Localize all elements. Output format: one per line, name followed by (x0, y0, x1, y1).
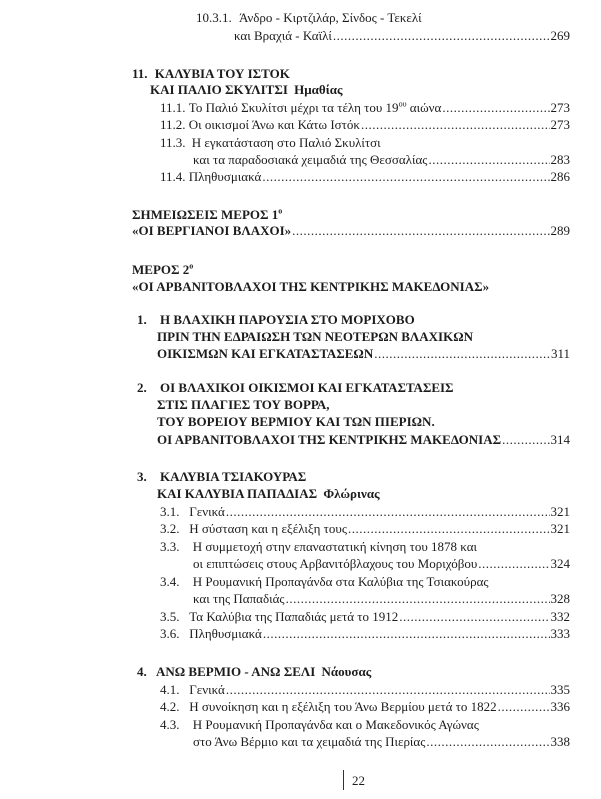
toc-entry-4-3-line1: 4.3. Η Ρουμανική Προπαγάνδα και ο Μακεδονικός Αγώνας (160, 717, 479, 732)
toc-entry-3-3-line1: 3.3. Η συμμετοχή στην επαναστατική κίνηση του 1878 και (160, 539, 478, 554)
part-2-section-2-line1: 2. ΟΙ ΒΛΑΧΙΚΟΙ ΟΙΚΙΣΜΟΙ ΚΑΙ ΕΓΚΑΤΑΣΤΑΣΕΙΣ (137, 380, 454, 395)
page-number: 314 (550, 432, 570, 447)
page-number: 333 (550, 626, 570, 641)
page-number: 338 (550, 734, 570, 749)
part-2-section-3-line2: ΚΑΙ ΚΑΛΥΒΙΑ ΠΑΠΑΔΙΑΣ Φλώρινας (157, 486, 380, 501)
section-11-heading-line2: ΚΑΙ ΠΑΛΙΟ ΣΚΥΛΙΤΣΙ Ημαθίας (150, 82, 343, 97)
toc-entry-3-5: 3.5. Τα Καλύβια της Παπαδιάς μετά το 1912 ..... 332 (160, 609, 570, 625)
toc-entry-4-2: 4.2. Η συνοίκηση και η εξέλιξη του Άνω Βερμίου μετά το 1822 ..... 336 (160, 699, 570, 715)
part-2-section-1-line1: 1. Η ΒΛΑΧΙΚΗ ΠΑΡΟΥΣΙΑ ΣΤΟ ΜΟΡΙΧΟΒΟ (137, 312, 415, 327)
page-number: 269 (550, 28, 570, 43)
toc-entry-10-3-1-line2: και Βραχιά - Καϊλί ..... 269 (234, 28, 570, 44)
notes-part-1-heading: ΣΗΜΕΙΩΣΕΙΣ ΜΕΡΟΣ $1^o$ (132, 206, 283, 222)
page-number: 283 (550, 152, 570, 167)
page-number: 289 (550, 223, 570, 238)
toc-entry-11-3-line1: 11.3. Η εγκατάσταση στο Παλιό Σκυλίτσι (160, 135, 381, 150)
page-number: 336 (550, 699, 570, 714)
page-number: 286 (550, 169, 570, 184)
toc-entry-10-3-1-line1: 10.3.1. Άνδρο - Κιρτζιλάρ, Σίνδος - Τεκελί (196, 10, 422, 25)
toc-entry-11-3-line2: και τα παραδοσιακά χειμαδιά της Θεσσαλίας ..... 283 (193, 152, 570, 168)
toc-entry-3-2: 3.2. Η σύσταση και η εξέλιξη τους ..... 321 (160, 521, 570, 537)
notes-part-1-entry: «ΟΙ ΒΕΡΓΙΑΝΟΙ ΒΛΑΧΟΙ» ..... 289 (132, 223, 570, 239)
page-number: 328 (550, 591, 570, 606)
toc-entry-4-3-line2: στο Άνω Βέρμιο και τα χειμαδιά της Πιερίας ..... 338 (193, 734, 570, 750)
toc-entry-11-2: 11.2. Οι οικισμοί Άνω και Κάτω Ιστόκ ..... 273 (160, 117, 570, 133)
page-number: 324 (550, 556, 570, 571)
part-2-section-3-line1: 3. ΚΑΛΥΒΙΑ ΤΣΙΑΚΟΥΡΑΣ (137, 469, 307, 484)
page-number: 335 (550, 682, 570, 697)
page-number: 273 (550, 117, 570, 132)
footer-divider (343, 770, 344, 790)
part-2-section-2-line3: ΤΟΥ ΒΟΡΕΙΟΥ ΒΕΡΜΙΟΥ ΚΑΙ ΤΩΝ ΠΙΕΡΙΩΝ. (157, 414, 435, 429)
page-number: 321 (550, 504, 570, 519)
part-2-section-2-line2: ΣΤΙΣ ΠΛΑΓΙΕΣ ΤΟΥ ΒΟΡΡΑ, (157, 397, 330, 412)
part-2-section-4-heading: 4. ΑΝΩ ΒΕΡΜΙΟ - ΑΝΩ ΣΕΛΙ Νάουσας (137, 664, 372, 679)
page-number: 273 (550, 100, 570, 115)
toc-entry-3-4-line1: 3.4. Η Ρουμανική Προπαγάνδα στα Καλύβια της Τσιακούρας (160, 574, 489, 589)
toc-entry-3-4-line2: και της Παπαδιάς ..... 328 (193, 591, 570, 607)
toc-entry-11-4: 11.4. Πληθυσμιακά ..... 286 (160, 169, 570, 185)
toc-entry-3-1: 3.1. Γενικά ..... 321 (160, 504, 570, 520)
part-2-title: «ΟΙ ΑΡΒΑΝΙΤΟΒΛΑΧΟΙ ΤΗΣ ΚΕΝΤΡΙΚΗΣ ΜΑΚΕΔΟΝΙΑΣ» (132, 279, 490, 294)
page-number: 332 (550, 609, 570, 624)
toc-entry-4-1: 4.1. Γενικά ..... 335 (160, 682, 570, 698)
page-number: 321 (550, 521, 570, 536)
section-11-heading: 11. ΚΑΛΥΒΙΑ ΤΟΥ ΙΣΤΟΚ (132, 66, 290, 81)
toc-entry-3-6: 3.6. Πληθυσμιακά ..... 333 (160, 626, 570, 642)
page-number: 311 (550, 346, 570, 361)
part-2-section-1-line2: ΠΡΙΝ ΤΗΝ ΕΔΡΑΙΩΣΗ ΤΩΝ ΝΕΟΤΕΡΩΝ ΒΛΑΧΙΚΩΝ (157, 329, 473, 344)
toc-entry-11-1: 11.1. Το Παλιό Σκυλίτσι μέχρι τα τέλη του $19^{o\upsilon}$ αιώνα ..... 273 (160, 100, 570, 116)
part-2-section-2-line4: ΟΙ ΑΡΒΑΝΙΤΟΒΛΑΧΟΙ ΤΗΣ ΚΕΝΤΡΙΚΗΣ ΜΑΚΕΔΟΝΙΑΣ ..... 314 (157, 432, 570, 448)
part-2-section-1-line3: ΟΙΚΙΣΜΩΝ ΚΑΙ ΕΓΚΑΤΑΣΤΑΣΕΩΝ ..... 311 (157, 346, 570, 362)
part-2-heading: ΜΕΡΟΣ $2^o$ (132, 261, 194, 277)
footer-page-number: 22 (352, 773, 365, 788)
toc-entry-3-3-line2: οι επιπτώσεις στους Αρβανιτόβλαχους του Μοριχόβου ..... 324 (193, 556, 570, 572)
